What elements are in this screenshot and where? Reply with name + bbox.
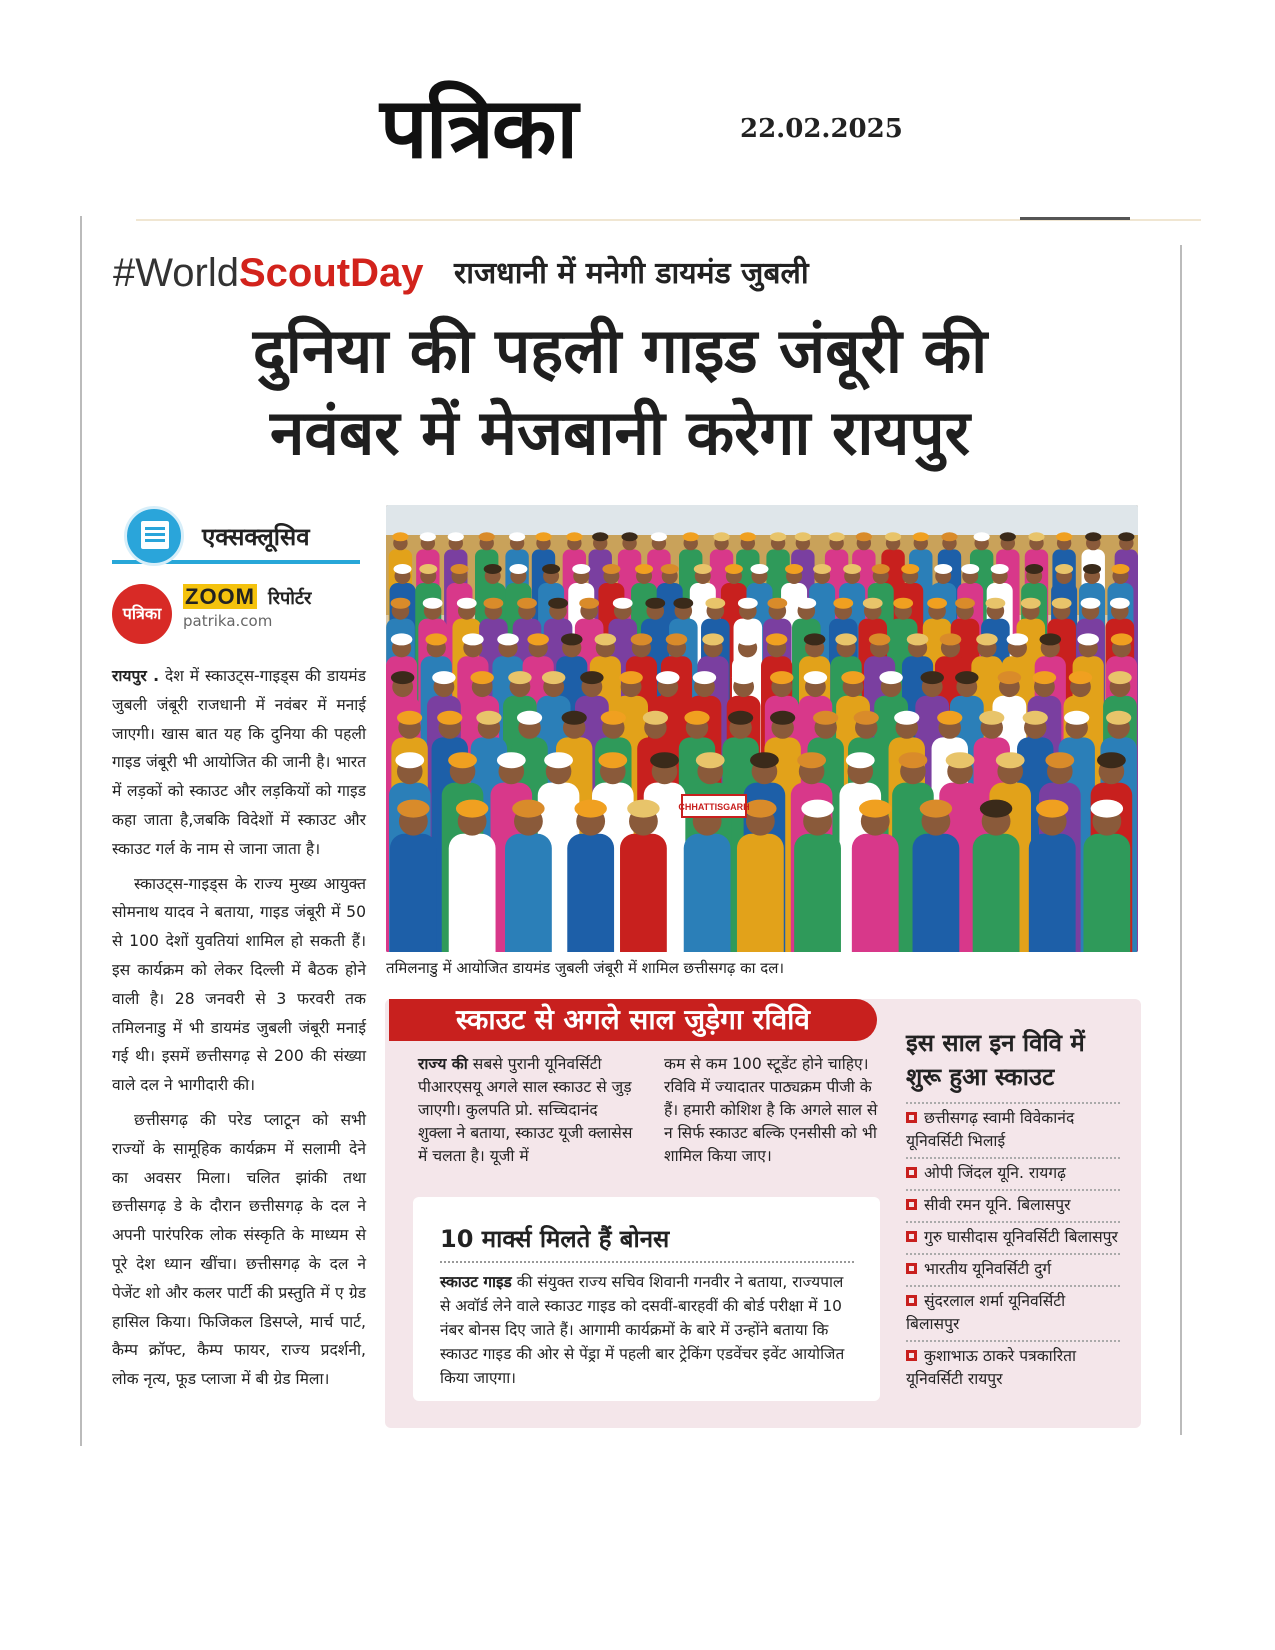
university-list: [906, 1102, 1120, 1395]
divider: [1020, 217, 1130, 220]
bullet-square-icon: [906, 1263, 917, 1274]
list-item: कुशाभाऊ ठाकरे पत्रकारिता यूनिवर्सिटी रायपुर: [906, 1340, 1120, 1395]
article-paragraph: छत्तीसगढ़ की परेड प्लाटून को सभी राज्यों के सामूहिक कार्यक्रम में सलामी देने का अवसर मिला। चलित झांकी तथा छत्तीसगढ़ डे के दौरान छत्तीसगढ़ के दल ने अपनी पारंपरिक लोक संस्कृति के माध्यम से पूरे देश ध्यान खींचा। छत्तीसगढ़ के दल ने पेजेंट शो और कलर पार्टी की प्रस्तुति में ए ग्रेड हासिल किया। फिजिकल डिसप्ले, मार्च पार्ट, कैम्प क्रॉफ्ट, कैम्प फायर, राज्य प्रदर्शनी, लोक नृत्य, फूड प्लाजा में बी ग्रेड मिला।: [112, 1110, 366, 1389]
zoom-logo: ZOOM: [185, 584, 255, 609]
kicker: राजधानी में मनेगी डायमंड जुबली: [454, 256, 809, 291]
bonus-text: स्काउट गाइड की संयुक्त राज्य सचिव शिवानी गनवीर ने बताया, राज्यपाल से अवॉर्ड लेने वाले स्काउट गाइड को दसवीं-बारहवीं की बोर्ड परीक्षा में 10 नंबर बोनस दिए जाते हैं। आगामी कार्यक्रमों के बारे में उन्होंने बताया कि स्काउट गाइड की ओर से पेंड्रा में पहली बार ट्रेकिंग एडवेंचर इवेंट आयोजित किया जाएगा।: [440, 1273, 845, 1387]
bonus-title: 10 मार्क्स मिलते हैं बोनस: [440, 1225, 670, 1253]
article-paragraph: स्काउट्स-गाइड्स के राज्य मुख्य आयुक्त सोमनाथ यादव ने बताया, गाइड जंबूरी में 50 से 100 देशों युवतियां शामिल हो सकती हैं। इस कार्यक्रम को लेकर दिल्ली में बैठक होने वाली है। 28 जनवरी से 3 फरवरी तक तमिलनाडु में भी डायमंड जुबली जंबूरी मनाई गई थी। इसमें छत्तीसगढ़ से 200 की संख्या वाले दल ने भागीदारी की।: [112, 874, 366, 1095]
dateline: रायपुर .: [112, 667, 160, 685]
sidebar-story-title: स्काउट से अगले साल जुड़ेगा रविवि: [389, 999, 877, 1041]
headline-line: नवंबर में मेजबानी करेगा रायपुर: [270, 396, 970, 469]
headline-line: दुनिया की पहली गाइड जंबूरी की: [252, 314, 988, 387]
article-body: [112, 662, 366, 1394]
list-item: ओपी जिंदल यूनि. रायगढ़: [906, 1157, 1120, 1189]
bullet-square-icon: [906, 1199, 917, 1210]
list-item: छत्तीसगढ़ स्वामी विवेकानंद यूनिवर्सिटी भिलाई: [906, 1102, 1120, 1157]
hashtag: [113, 250, 423, 296]
exclusive-badge: [112, 516, 360, 564]
list-item: सुंदरलाल शर्मा यूनिवर्सिटी बिलासपुर: [906, 1285, 1120, 1340]
reporter-label: रिपोर्टर: [268, 588, 312, 609]
patrika-logo-badge: पत्रिका: [112, 584, 172, 644]
university-list-panel: [906, 1026, 1120, 1395]
list-item: सीवी रमन यूनि. बिलासपुर: [906, 1189, 1120, 1221]
sidebar-story-col-a: राज्य की सबसे पुरानी यूनिवर्सिटी पीआरएसयू अगले साल स्काउट से जुड़ जाएगी। कुलपति प्रो. सच्चिदानंद शुक्ला ने बताया, स्काउट यूजी क्लासेस में चलता है। यूजी में: [418, 1055, 633, 1165]
hashtag-highlight: ScoutDay: [238, 251, 424, 295]
bullet-square-icon: [906, 1167, 917, 1178]
photo-caption: तमिलनाडु में आयोजित डायमंड जुबली जंबूरी में शामिल छत्तीसगढ़ का दल।: [386, 959, 785, 977]
photo-banner-text: CHHATTISGARH: [678, 802, 750, 812]
bullet-square-icon: [906, 1112, 917, 1123]
sidebar-lead: राज्य की: [418, 1055, 468, 1073]
sidebar-story-col-b: कम से कम 100 स्टूडेंट होने चाहिए। रविवि में ज्यादातर पाठ्यक्रम पीजी के हैं। हमारी कोशिश है कि अगले साल से न सिर्फ स्काउट बल्कि एनसीसी को भी शामिल किया जाए।: [664, 1055, 878, 1165]
bonus-lead: स्काउट गाइड: [440, 1273, 512, 1291]
newspaper-logo: पत्रिका: [380, 78, 577, 177]
bullet-square-icon: [906, 1295, 917, 1306]
exclusive-label: एक्सक्लूसिव: [202, 523, 310, 551]
headline: [150, 310, 1090, 474]
masthead: [380, 78, 903, 180]
publication-date: 22.02.2025: [740, 114, 903, 144]
article-paragraph: रायपुर . देश में स्काउट्स-गाइड्स की डायमंड जुबली जंबूरी राजधानी में नवंबर में मनाई जाएगी। खास बात यह कि दुनिया की पहली गाइड जंबूरी भी आयोजित की जानी है। भारत में लड़कों को स्काउट और लड़कियों को गाइड कहा जाता है,जबकि विदेशों में स्काउट और स्काउट गर्ल के नाम से जाना जाता है।: [112, 667, 366, 858]
clipping-border: [1180, 245, 1182, 1435]
hashtag-prefix: #World: [113, 251, 239, 295]
list-item: भारतीय यूनिवर्सिटी दुर्ग: [906, 1253, 1120, 1285]
group-photo: [386, 505, 1138, 952]
clipping-border: [80, 216, 82, 1446]
website-text: patrika.com: [183, 612, 273, 630]
bullet-square-icon: [906, 1231, 917, 1242]
newspaper-icon: [124, 506, 184, 566]
divider: [440, 1261, 854, 1263]
university-list-title: इस साल इन विवि में शुरू हुआ स्काउट: [906, 1029, 1085, 1091]
group-photo-illustration: [386, 505, 1138, 952]
list-item: गुरु घासीदास यूनिवर्सिटी बिलासपुर: [906, 1221, 1120, 1253]
bullet-square-icon: [906, 1350, 917, 1361]
